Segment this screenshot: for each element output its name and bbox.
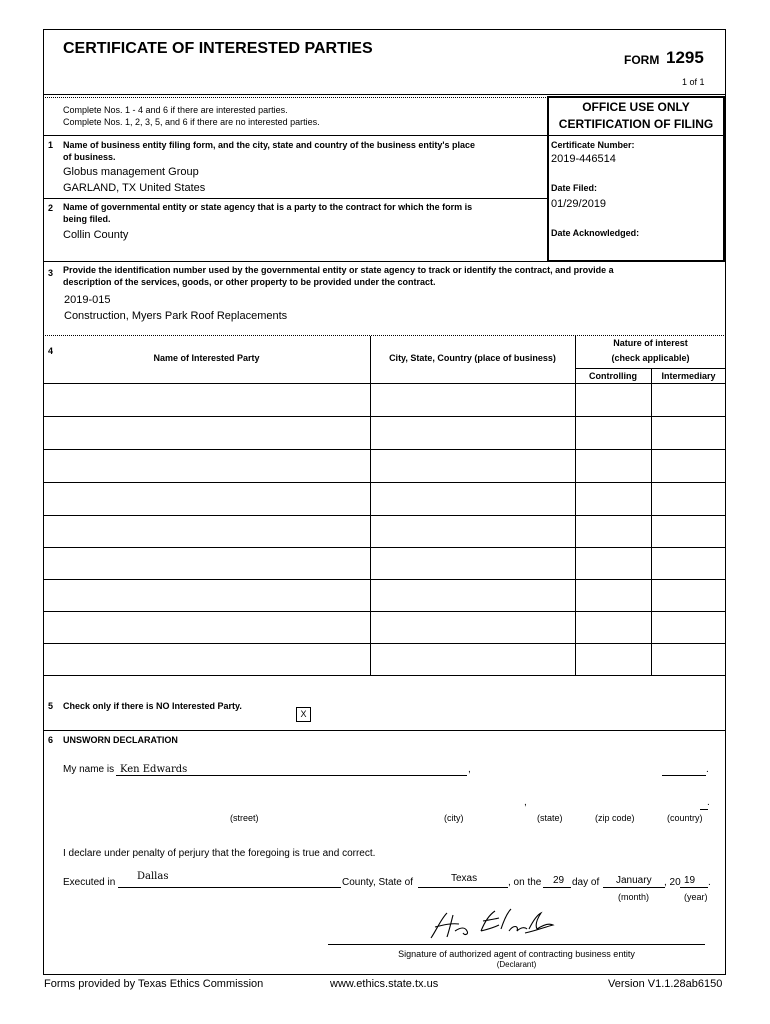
nature-subheader-rule xyxy=(575,368,726,369)
office-use-title: OFFICE USE ONLY xyxy=(582,100,690,114)
state-value: Texas xyxy=(451,873,478,884)
section-1-text-2: of business. xyxy=(63,152,116,162)
col-header-nature-2: (check applicable) xyxy=(611,353,690,363)
contract-id: 2019-015 xyxy=(64,294,111,306)
address-end-line xyxy=(700,809,708,810)
year-value: 19 xyxy=(684,875,696,886)
county-state-label: County, State of xyxy=(342,877,413,888)
header-rule-dotted xyxy=(43,97,548,98)
month-line xyxy=(603,887,665,888)
date-filed-value: 01/29/2019 xyxy=(551,198,607,210)
table-row xyxy=(43,547,726,548)
section-3-text-2: description of the services, goods, or other property to be provided under the contract. xyxy=(63,277,436,287)
col-header-intermediary: Intermediary xyxy=(661,371,716,381)
section-4-rule xyxy=(43,335,726,336)
day-of-label: day of xyxy=(572,877,600,888)
form-label: FORM xyxy=(624,53,660,67)
certificate-number-value: 2019-446514 xyxy=(551,153,616,165)
form-number: 1295 xyxy=(666,48,704,67)
date-period: . xyxy=(708,877,711,888)
year-prefix: , 20 xyxy=(664,877,681,888)
table-row xyxy=(43,449,726,450)
col-divider-name xyxy=(370,336,371,675)
instructions-line-1: Complete Nos. 1 - 4 and 6 if there are interested parties. xyxy=(63,105,288,115)
table-row xyxy=(43,643,726,644)
state-label: (state) xyxy=(537,813,563,823)
name-period: . xyxy=(706,764,709,775)
month-value: January xyxy=(616,875,652,886)
footer-provider: Forms provided by Texas Ethics Commission xyxy=(44,978,264,990)
address-period: . xyxy=(707,797,710,808)
contract-description: Construction, Myers Park Roof Replacements xyxy=(64,310,288,322)
section-2-text-2: being filed. xyxy=(63,214,111,224)
table-row xyxy=(43,579,726,580)
section-3-rule xyxy=(43,261,726,262)
declarant-caption: (Declarant) xyxy=(496,960,537,969)
section-5-rule xyxy=(43,730,726,731)
name-line xyxy=(116,775,467,776)
table-bottom xyxy=(43,675,726,676)
col-header-city: City, State, Country (place of business) xyxy=(389,353,556,363)
certification-of-filing-title: CERTIFICATION OF FILING xyxy=(558,117,714,131)
section-2-text-1: Name of governmental entity or state agency that is a party to the contract for which the form is xyxy=(63,202,473,212)
header-rule xyxy=(43,94,726,95)
on-the-label: , on the xyxy=(508,877,542,888)
date-filed-label: Date Filed: xyxy=(551,183,598,193)
page-counter: 1 of 1 xyxy=(682,77,705,87)
section-5-text: Check only if there is NO Interested Party. xyxy=(63,701,242,711)
table-row xyxy=(43,416,726,417)
signature-line xyxy=(328,944,705,945)
instructions-line-2: Complete Nos. 1, 2, 3, 5, and 6 if there are no interested parties. xyxy=(63,117,320,127)
street-label: (street) xyxy=(230,813,259,823)
business-entity-name: Globus management Group xyxy=(63,166,199,178)
declarant-name: Ken Edwards xyxy=(120,764,188,775)
county-line xyxy=(118,887,341,888)
form-title: CERTIFICATE OF INTERESTED PARTIES xyxy=(63,40,373,57)
section-1-number: 1 xyxy=(48,140,54,150)
signature-caption: Signature of authorized agent of contracting business entity xyxy=(398,949,635,959)
name-comma: , xyxy=(468,764,471,775)
table-row xyxy=(43,383,726,384)
year-line xyxy=(680,887,708,888)
executed-county: Dallas xyxy=(137,871,169,882)
day-line xyxy=(543,887,571,888)
col-divider-city xyxy=(575,336,576,675)
state-line xyxy=(418,887,508,888)
section-5-number: 5 xyxy=(48,701,54,711)
no-interested-party-checkbox[interactable]: X xyxy=(296,707,311,722)
section-3-number: 3 xyxy=(48,268,54,278)
table-row xyxy=(43,482,726,483)
section-2-rule xyxy=(43,198,547,199)
table-row xyxy=(43,515,726,516)
office-use-divider xyxy=(547,135,725,136)
table-row xyxy=(43,611,726,612)
executed-in-label: Executed in xyxy=(63,877,116,888)
business-entity-location: GARLAND, TX United States xyxy=(63,182,206,194)
country-label: (country) xyxy=(667,813,703,823)
col-header-name: Name of Interested Party xyxy=(153,353,260,363)
zip-label: (zip code) xyxy=(595,813,635,823)
declaration-statement: I declare under penalty of perjury that the foregoing is true and correct. xyxy=(63,848,376,859)
col-divider-nature xyxy=(651,368,652,675)
section-6-number: 6 xyxy=(48,735,54,745)
section-1-text-1: Name of business entity filing form, and the city, state and country of the business entity's place xyxy=(63,140,476,150)
section-6-title: UNSWORN DECLARATION xyxy=(63,735,178,745)
date-acknowledged-label: Date Acknowledged: xyxy=(551,228,640,238)
month-label: (month) xyxy=(618,892,650,902)
section-3-text-1: Provide the identification number used by the governmental entity or state agency to track or identify the contract, and provide a xyxy=(63,265,614,275)
my-name-is-label: My name is xyxy=(63,764,115,775)
section-2-number: 2 xyxy=(48,203,54,213)
city-label: (city) xyxy=(444,813,464,823)
section-1-rule xyxy=(43,135,547,136)
address-comma-1: , xyxy=(524,797,527,808)
col-header-nature-1: Nature of interest xyxy=(613,338,688,348)
signature-image xyxy=(425,905,560,943)
col-header-controlling: Controlling xyxy=(589,371,637,381)
age-line xyxy=(662,775,706,776)
footer-version: Version V1.1.28ab6150 xyxy=(608,978,723,990)
section-4-number: 4 xyxy=(48,346,54,356)
day-value: 29 xyxy=(553,875,565,886)
year-label: (year) xyxy=(684,892,708,902)
footer-url[interactable]: www.ethics.state.tx.us xyxy=(330,978,439,990)
certificate-number-label: Certificate Number: xyxy=(551,140,635,150)
governmental-entity-name: Collin County xyxy=(63,229,129,241)
